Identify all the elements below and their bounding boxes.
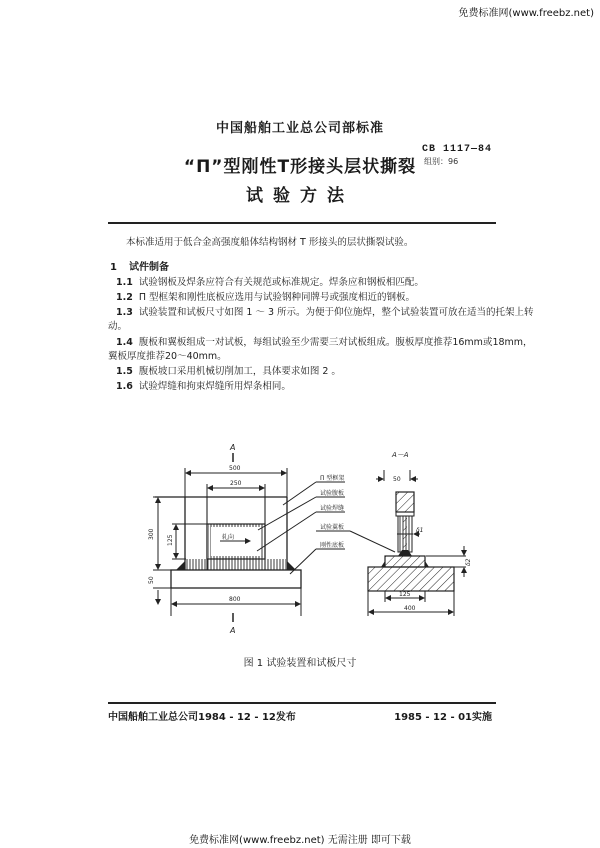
clause-1-3: 1.3 试验装置和试板尺寸如图 1 ～ 3 所示。为便于仰位施焊，整个试验装置可放在适当的托架上转	[116, 307, 534, 318]
dim-section-top: 50	[393, 476, 401, 483]
clause-1-5: 1.5 腹板坡口采用机械切削加工，具体要求如图 2 。	[116, 366, 341, 377]
dim-top-inner: 250	[230, 480, 242, 487]
watermark-top: 免费标准网(www.freebz.net)	[458, 8, 594, 19]
organization-heading: 中国船舶工业总公司部标准	[215, 121, 384, 136]
effective-date: 1985 - 12 - 01实施	[394, 712, 492, 723]
clause-1-2: 1.2 Π 型框架和刚性底板应选用与试验钢种同牌号或强度相近的钢板。	[116, 292, 416, 303]
clause-1-4: 1.4 腹板和翼板组成一对试板，每组试验至少需要三对试板组成。腹板厚度推荐16mm或18mm，	[116, 337, 533, 348]
footer-divider	[108, 702, 496, 704]
dim-top-outer: 500	[229, 465, 241, 472]
issued-date: 中国船舶工业总公司1984 - 12 - 12发布	[108, 712, 296, 723]
rolling-direction-label: 轧向	[222, 534, 235, 541]
section-view-title: A－A	[392, 451, 409, 459]
dim-left-inner: 125	[167, 534, 174, 546]
section-number: 1	[110, 262, 117, 273]
clause-1-1: 1.1 试验钢板及焊条应符合有关规范或标准规定。焊条应和钢板相匹配。	[116, 277, 424, 288]
dim-section-mid: 125	[399, 591, 411, 598]
dim-base-thickness: 50	[148, 576, 155, 584]
label-test-weld: 试验焊缝	[320, 505, 345, 512]
clause-1-6: 1.6 试验焊缝和拘束焊缝所用焊条相同。	[116, 381, 291, 392]
clause-1-4-cont: 翼板厚度推荐20～40mm。	[108, 351, 227, 362]
dim-left-height: 300	[148, 528, 155, 540]
section-mark-top: A	[230, 443, 236, 452]
group-label: 组别：96	[424, 157, 459, 166]
delta1-label: δ1	[416, 527, 424, 534]
label-pi-frame: Π 型框架	[320, 475, 345, 482]
figure-caption: 图 1 试验装置和试板尺寸	[243, 658, 357, 669]
dim-section-bottom: 400	[404, 605, 416, 612]
label-test-web: 试验腹板	[320, 490, 345, 497]
standard-code: CB 1117—84	[422, 144, 493, 155]
document-title-line1: “Π”型刚性T形接头层状撕裂	[183, 157, 417, 177]
label-test-flange: 试验翼板	[320, 524, 345, 531]
section-title: 试件制备	[128, 262, 169, 273]
clause-1-3-cont: 动。	[108, 321, 128, 332]
section-mark-bottom: A	[230, 626, 236, 635]
delta2-label: δ2	[465, 558, 472, 566]
label-rigid-base: 刚性底板	[320, 542, 345, 549]
watermark-bottom: 免费标准网(www.freebz.net) 无需注册 即可下载	[189, 835, 411, 846]
document-title-line2: 试验方法	[246, 186, 354, 206]
scope-paragraph: 本标准适用于低合金高强度船体结构钢材 T 形接头的层状撕裂试验。	[126, 237, 414, 248]
dim-base-width: 800	[229, 596, 241, 603]
